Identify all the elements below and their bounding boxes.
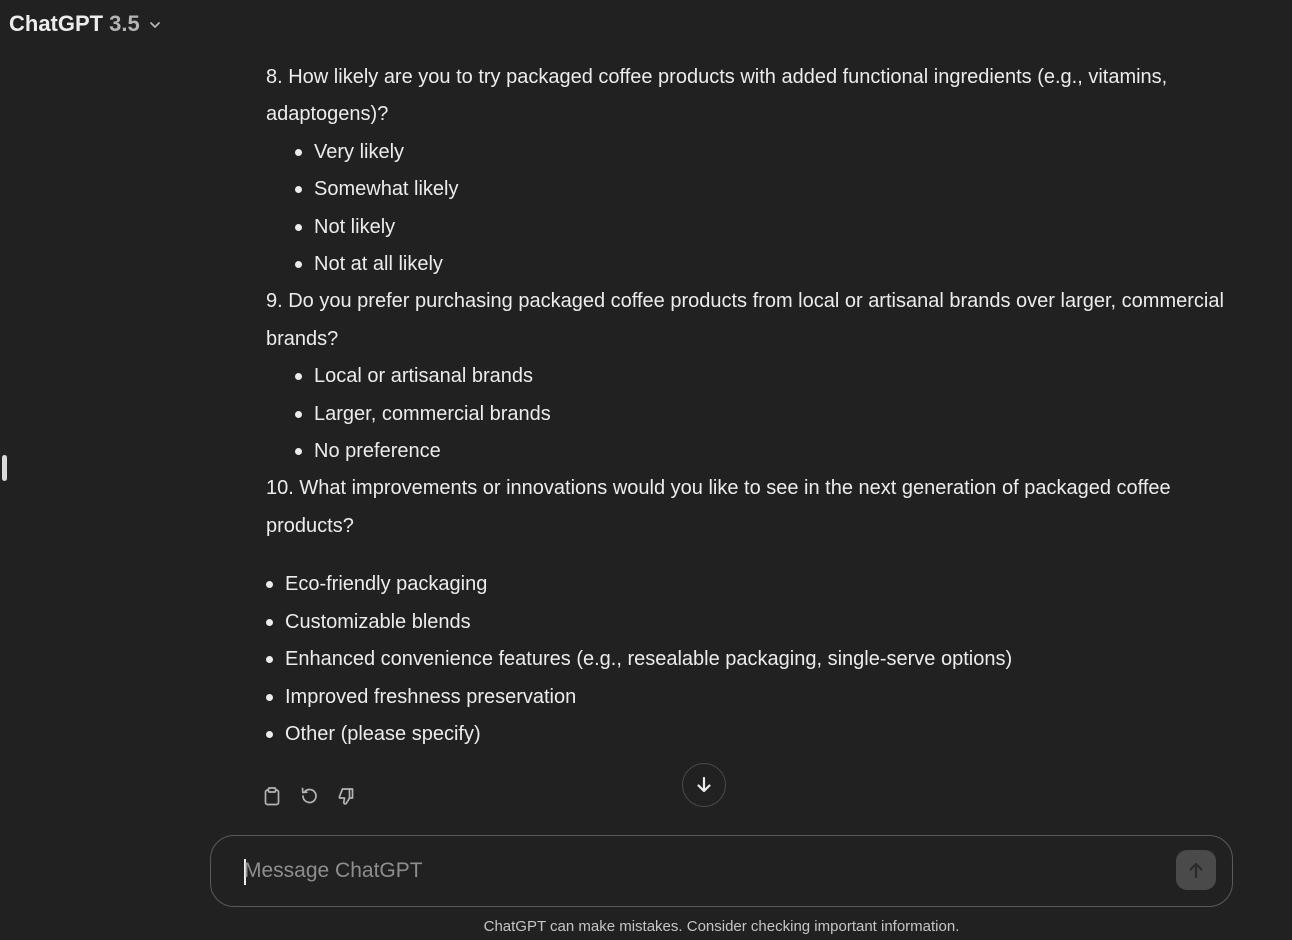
list-item: Very likely <box>295 134 1246 171</box>
thumbs-down-icon <box>335 785 357 807</box>
list-item: Eco-friendly packaging <box>266 566 1246 603</box>
regenerate-icon <box>298 785 320 807</box>
list-item: Enhanced convenience features (e.g., resealable packaging, single-serve options) <box>266 641 1246 678</box>
list-item: Somewhat likely <box>295 171 1246 208</box>
question-10: 10. What improvements or innovations would you like to see in the next generation of packaged coffee products? <box>266 477 1171 537</box>
list-item: No preference <box>295 433 1246 470</box>
model-selector[interactable] <box>9 8 162 40</box>
message-actions <box>258 782 360 810</box>
list-item: Improved freshness preservation <box>266 679 1246 716</box>
message-input[interactable] <box>244 852 1144 890</box>
arrow-up-icon <box>1185 859 1207 881</box>
question-8: 8. How likely are you to try packaged coffee products with added functional ingredients (e.g., vitamins, adaptogens)? <box>266 66 1168 126</box>
regenerate-button[interactable] <box>295 782 323 810</box>
list-item: Not at all likely <box>295 246 1246 283</box>
brand-name: ChatGPT <box>9 11 104 36</box>
sidebar-toggle-handle[interactable] <box>2 455 7 481</box>
send-button[interactable] <box>1176 850 1216 890</box>
arrow-down-icon <box>693 774 715 796</box>
disclaimer-text: ChatGPT can make mistakes. Consider checking important information. <box>483 918 960 935</box>
clipboard-icon <box>261 785 283 807</box>
scroll-to-bottom-button[interactable] <box>682 763 726 807</box>
assistant-message <box>266 59 1246 753</box>
copy-button[interactable] <box>258 782 286 810</box>
model-version: 3.5 <box>109 11 140 36</box>
list-item: Larger, commercial brands <box>295 396 1246 433</box>
question-8-options <box>266 134 1246 284</box>
list-item: Customizable blends <box>266 604 1246 641</box>
list-item: Local or artisanal brands <box>295 358 1246 395</box>
list-item: Other (please specify) <box>266 716 1246 753</box>
question-10-options <box>266 566 1246 753</box>
chevron-down-icon <box>148 18 162 32</box>
message-composer[interactable] <box>210 835 1233 907</box>
question-9-options <box>266 358 1246 470</box>
list-item: Not likely <box>295 209 1246 246</box>
question-9: 9. Do you prefer purchasing packaged coffee products from local or artisanal brands over larger, commercial brands? <box>266 290 1224 350</box>
dislike-button[interactable] <box>332 782 360 810</box>
